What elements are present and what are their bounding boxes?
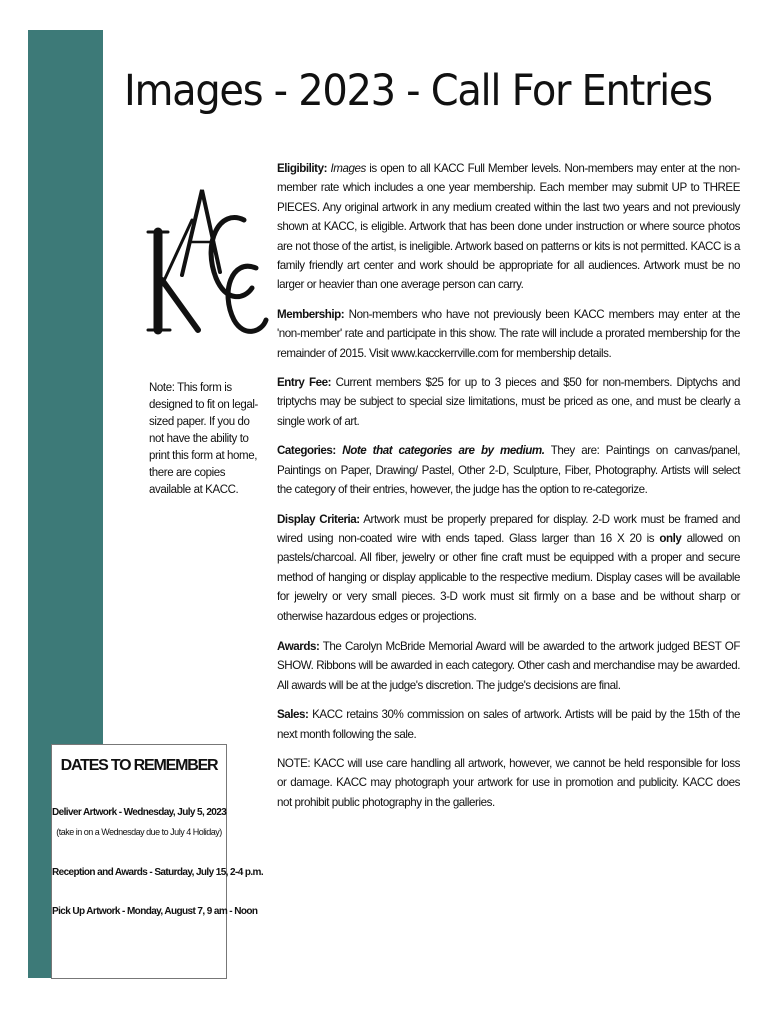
pickup-artwork-date: Pick Up Artwork - Monday, August 7, 9 am - Noon	[52, 906, 258, 917]
categories-label: Categories:	[277, 444, 336, 458]
display-criteria-only: only	[659, 531, 682, 545]
sales-label: Sales:	[277, 708, 309, 722]
eligibility-label: Eligibility:	[277, 162, 327, 175]
categories-text: They are: Paintings on canvas/panel, Paintings on Paper, Drawing/ Pastel, Other 2-D, Sculpture, Fiber, Photography. Artists will select the category of their entries, however, the judge has the option to re-categorize.	[277, 444, 740, 497]
awards-label: Awards:	[277, 639, 320, 653]
kacc-logo	[140, 180, 270, 340]
eligibility-text: is open to all KACC Full Member levels. Non-members may enter at the non-member rate which includes a one year membership. Each member may submit UP to THREE PIECES. Any original artwork in any medium created within the last two years and not previously shown at KACC, is eligible. Artwork that has been done under instruction or where source photos are not those of the artist, is ineligible. Artwork based on patterns or kits is not permitted. KACC is a family friendly art center and work should be appropriate for all audiences. Artwork must be no larger or heavier than one average person can carry.	[277, 162, 740, 292]
membership-section	[277, 305, 740, 363]
display-criteria-text-1: Artwork must be properly prepared for display. 2-D work must be framed and wired using non-coated wire with ends taped. Glass larger than 16 X 20 is	[277, 512, 740, 545]
deliver-artwork-note: (take in on a Wednesday due to July 4 Holiday)	[56, 827, 222, 837]
page-title: Images - 2023 - Call For Entries	[124, 66, 712, 116]
sales-text: KACC retains 30% commission on sales of artwork. Artists will be paid by the 15th of the next month following the sale.	[277, 708, 740, 741]
dates-to-remember-box	[51, 744, 263, 979]
membership-text: Non-members who have not previously been KACC members may enter at the 'non-member' rate and participate in this show. The rate will include a prorated membership for the remainder of 2015. Visit www.kacckerrville.com for membership details.	[277, 307, 740, 360]
legal-paper-note: Note: This form is designed to fit on legal-sized paper. If you do not have the ability to print this form at home, there are copies available at KACC.	[149, 382, 258, 496]
entry-fee-text: Current members $25 for up to 3 pieces and $50 for non-members. Diptychs and triptychs may be subject to special size limitations, must be priced as one, and must be clearly a single work of art.	[277, 376, 740, 428]
show-name: Images	[330, 162, 366, 175]
display-criteria-text-2: allowed on pastels/charcoal. All fiber, jewelry or other fine craft must be equipped with a proper and secure method of hanging or display applicable to the respective medium. Display cases will be available for jewelry or very small pieces. 3-D work must sit firmly on a base and be without sharp or otherwise hazardous edges or projections.	[277, 531, 740, 623]
final-note: NOTE: KACC will use care handling all artwork, however, we cannot be held responsible for loss or damage. KACC may photograph your artwork for use in promotion and publicity. KACC does not prohibit public photography in the galleries.	[277, 756, 740, 809]
membership-label: Membership:	[277, 307, 345, 321]
dates-title: DATES TO REMEMBER	[60, 757, 218, 774]
display-criteria-label: Display Criteria:	[277, 512, 360, 526]
categories-section	[277, 441, 740, 499]
reception-awards-date: Reception and Awards - Saturday, July 15, 2-4 p.m.	[52, 867, 263, 878]
display-criteria-section	[277, 510, 740, 626]
awards-text: The Carolyn McBride Memorial Award will be awarded to the artwork judged BEST OF SHOW. Ribbons will be awarded in each category. Other cash and merchandise may be awarded. All awards will be at the judge's discretion. The judge's decisions are final.	[277, 639, 740, 692]
kacc-logo-mark	[148, 190, 266, 331]
entry-rules	[277, 159, 740, 822]
entry-fee-label: Entry Fee:	[277, 376, 332, 390]
deliver-artwork-date: Deliver Artwork - Wednesday, July 5, 2023	[52, 807, 227, 818]
entry-fee-section	[277, 373, 740, 431]
awards-section	[277, 637, 740, 695]
sales-section	[277, 705, 740, 744]
categories-emphasis: Note that categories are by medium.	[335, 444, 545, 458]
eligibility-section	[277, 159, 740, 295]
